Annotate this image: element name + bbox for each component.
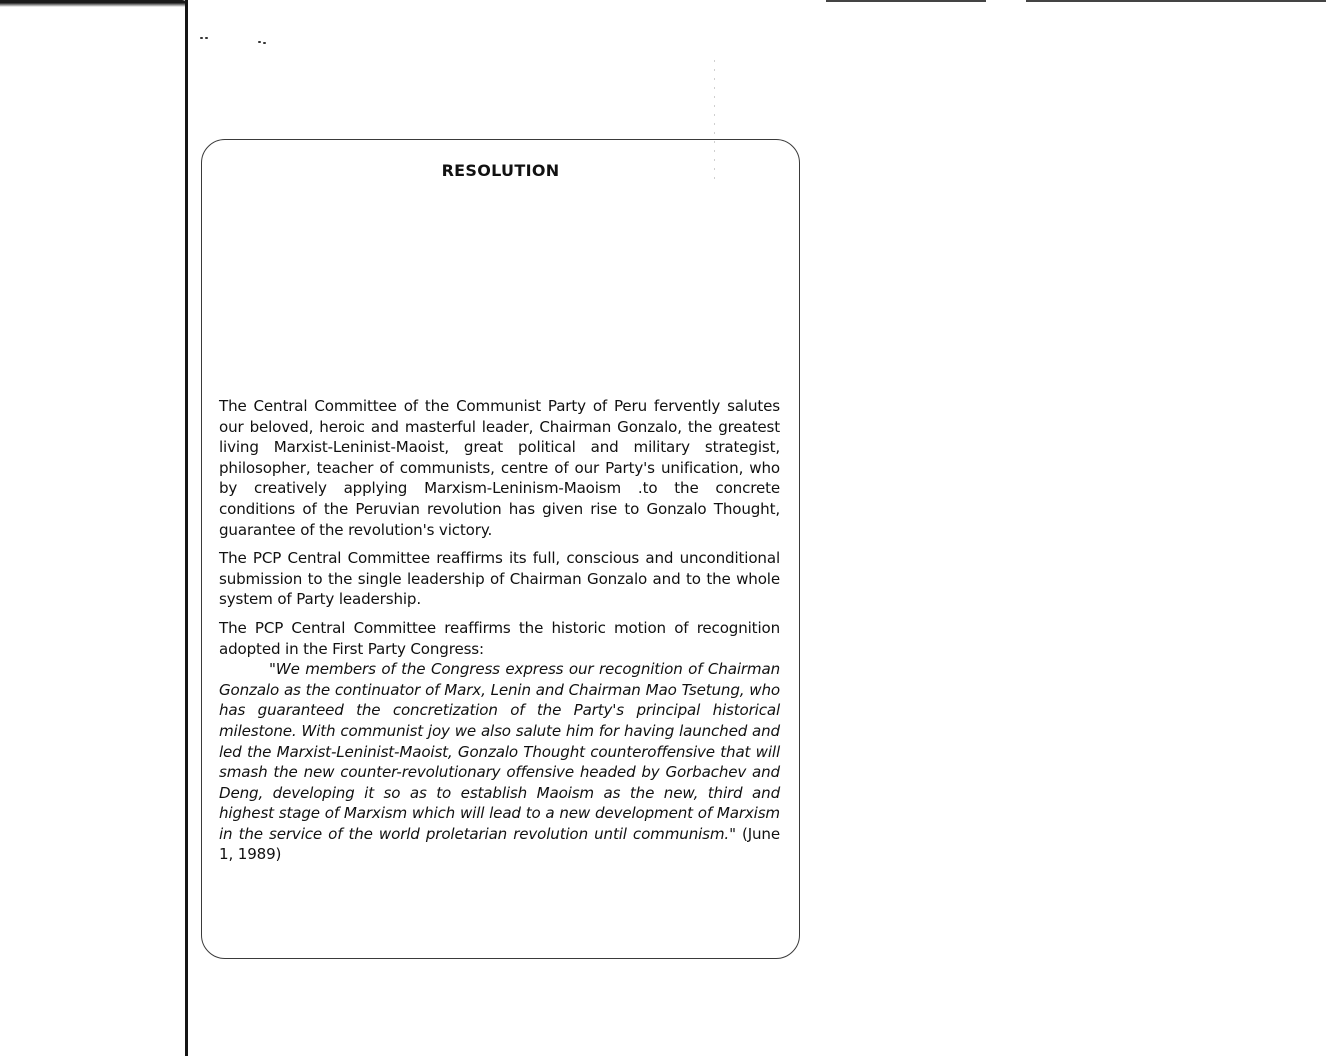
quote-date: (June 1, 1989) — [219, 824, 780, 864]
scan-top-line — [826, 0, 986, 2]
document-body — [219, 396, 780, 865]
scan-speck — [258, 41, 261, 43]
resolution-frame — [201, 139, 800, 959]
paragraph-salute: The Central Committee of the Communist Party of Peru fervently salutes our beloved, heroic and masterful leader, Chairman Gonzalo, the greatest living Marxist-Leninist-Maoist, great political and military strategist, philosopher, teacher of communists, centre of our Party's unification, who by creatively applying Marxism-Leninism-Maoism .to the concrete conditions of the Peruvian revolution has given rise to Gonzalo Thought, guarantee of the revolution's victory. — [219, 397, 780, 539]
scan-top-line — [1026, 0, 1326, 2]
scan-edge-left — [185, 0, 188, 1056]
paragraph-motion: The PCP Central Committee reaffirms the historic motion of recognition adopted in the First Party Congress: — [219, 618, 780, 658]
paragraph-submission: The PCP Central Committee reaffirms its full, conscious and unconditional submission to the single leadership of Chairman Gonzalo and to the whole system of Party leadership. — [219, 549, 780, 609]
scan-speck — [263, 42, 266, 44]
document-title: RESOLUTION — [441, 161, 560, 180]
scan-speck — [200, 37, 203, 39]
quote-text: "We members of the Congress express our recognition of Chairman Gonzalo as the continuator of Marx, Lenin and Chairman Mao Tsetung, who has guaranteed the concretization of the Party's principal historical milestone. With communist joy we also salute him for having launched and led the Marxist-Leninist-Maoist, Gonzalo Thought counteroffensive that will smash the new counter-revolutionary offensive headed by Gorbachev and Deng, developing it so as to establish Maoism as the new, third and highest stage of Marxism which will lead to a new development of Marxism in the service of the world proletarian revolution until communism." — [219, 660, 780, 843]
quote-block — [219, 659, 780, 865]
scan-speck — [205, 37, 208, 39]
scan-edge-top — [0, 0, 188, 7]
